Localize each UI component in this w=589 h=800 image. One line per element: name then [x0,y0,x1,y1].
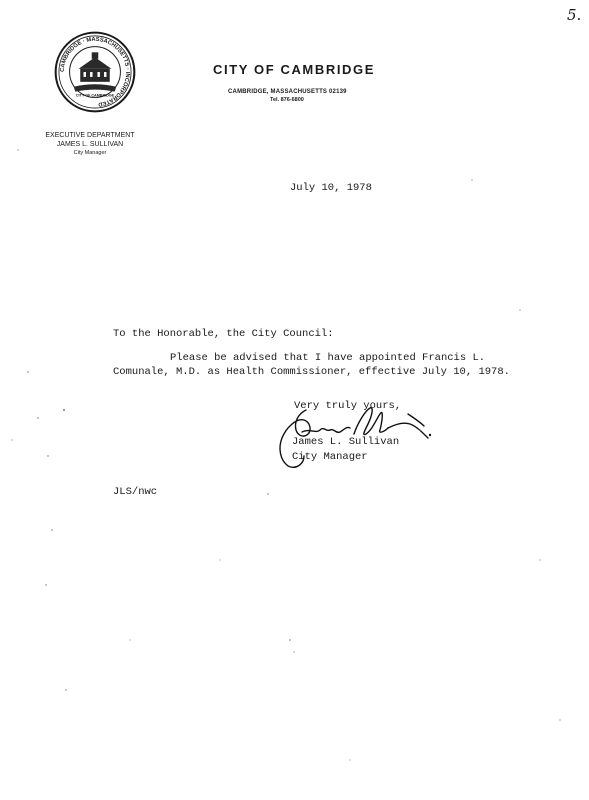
signer-name: James L. Sullivan [292,436,400,448]
seal-ring-text: CAMBRIDGE · MASSACHUSETTS · INCORPORATED [59,36,131,108]
letter-salutation: To the Honorable, the City Council: [113,328,334,340]
typist-initials: JLS/nwc [113,486,158,498]
handwritten-signature [258,404,434,474]
department-official: JAMES L. SULLIVAN [56,141,124,148]
letter-body-line-1: Please be advised that I have appointed Francis L. [170,352,486,364]
signer-title: City Manager [292,451,368,463]
letter-closing: Very truly yours, [294,400,402,412]
letter-date: July 10, 1978 [290,182,372,194]
department-block [30,131,150,158]
letterhead-city: CITY OF CAMBRIDGE [213,62,376,77]
letterhead-telephone: Tel. 876-6800 [270,97,304,103]
department-name: EXECUTIVE DEPARTMENT [45,132,135,139]
seal-inner-text: CITY OF CAMBRIDGE [75,93,115,98]
city-seal [54,31,136,113]
department-title: City Manager [73,150,107,156]
letter-body-line-2: Comunale, M.D. as Health Commissioner, effective July 10, 1978. [113,366,510,378]
page-number: 5. [567,6,582,24]
letterhead-address: CAMBRIDGE, MASSACHUSETTS 02139 [228,89,347,95]
